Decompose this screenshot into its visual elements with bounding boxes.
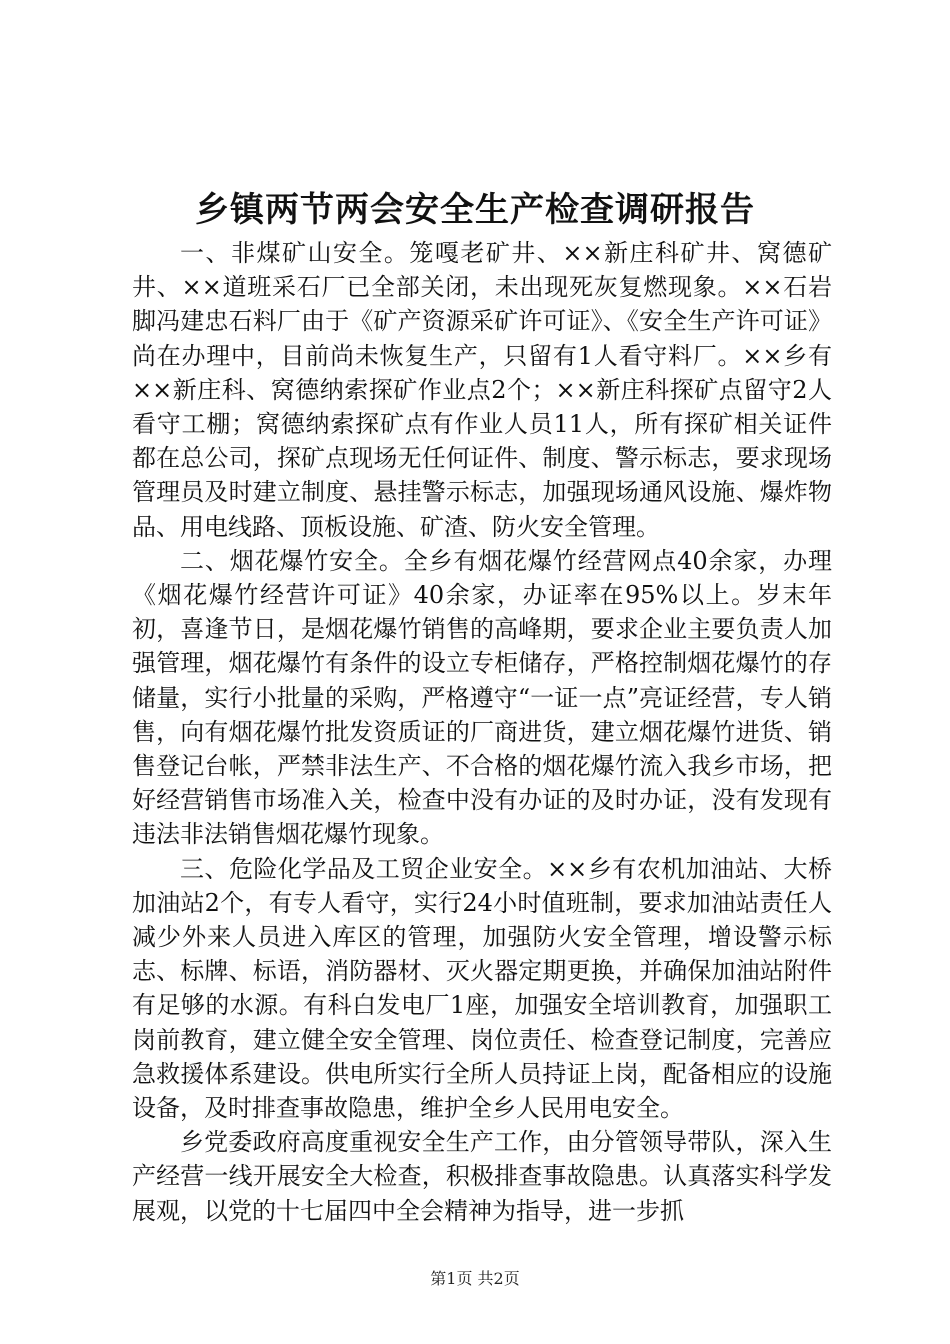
paragraph-party-committee-summary: 乡党委政府高度重视安全生产工作，由分管领导带队，深入生产经营一线开展安全大检查，积极排查事故隐患。认真落实科学发展观，以党的十七届四中全会精神为指导，进一步抓 xyxy=(132,1128,832,1225)
document-body xyxy=(132,236,832,1228)
paragraph-fireworks-safety: 二、烟花爆竹安全。全乡有烟花爆竹经营网点40余家，办理《烟花爆竹经营许可证》40余家，办证率在95%以上。岁末年初，喜逢节日，是烟花爆竹销售的高峰期，要求企业主要负责人加强管理，烟花爆竹有条件的设立专柜储存，严格控制烟花爆竹的存储量，实行小批量的采购，严格遵守“一证一点”亮证经营，专人销售，向有烟花爆竹批发资质证的厂商进货，建立烟花爆竹进货、销售登记台帐，严禁非法生产、不合格的烟花爆竹流入我乡市场，把好经营销售市场准入关，检查中没有办证的及时办证，没有发现有违法非法销售烟花爆竹现象。 xyxy=(132,546,832,849)
paragraph-hazardous-chemicals-safety: 三、危险化学品及工贸企业安全。××乡有农机加油站、大桥加油站2个，有专人看守，实行24小时值班制，要求加油站责任人减少外来人员进入库区的管理，加强防火安全管理，增设警示标志、标牌、标语，消防器材、灭火器定期更换，并确保加油站附件有足够的水源。有科白发电厂1座，加强安全培训教育，加强职工岗前教育，建立健全安全管理、岗位责任、检查登记制度，完善应急救援体系建设。供电所实行全所人员持证上岗，配备相应的设施设备，及时排查事故隐患，维护全乡人民用电安全。 xyxy=(132,854,832,1123)
document-title: 乡镇两节两会安全生产检查调研报告 xyxy=(195,190,755,230)
paragraph-non-coal-mine-safety: 一、非煤矿山安全。笼嘎老矿井、××新庄科矿井、窝德矿井、××道班采石厂已全部关闭，未出现死灰复燃现象。××石岩脚冯建忠石料厂由于《矿产资源采矿许可证》、《安全生产许可证》尚在办理中，目前尚未恢复生产，只留有1人看守料厂。××乡有××新庄科、窝德纳索探矿作业点2个；××新庄科探矿点留守2人看守工棚；窝德纳索探矿点有作业人员11人，所有探矿相关证件都在总公司，探矿点现场无任何证件、制度、警示标志，要求现场管理员及时建立制度、悬挂警示标志，加强现场通风设施、爆炸物品、用电线路、顶板设施、矿渣、防火安全管理。 xyxy=(132,239,832,541)
page-footer: 第1页 共2页 xyxy=(430,1269,520,1288)
